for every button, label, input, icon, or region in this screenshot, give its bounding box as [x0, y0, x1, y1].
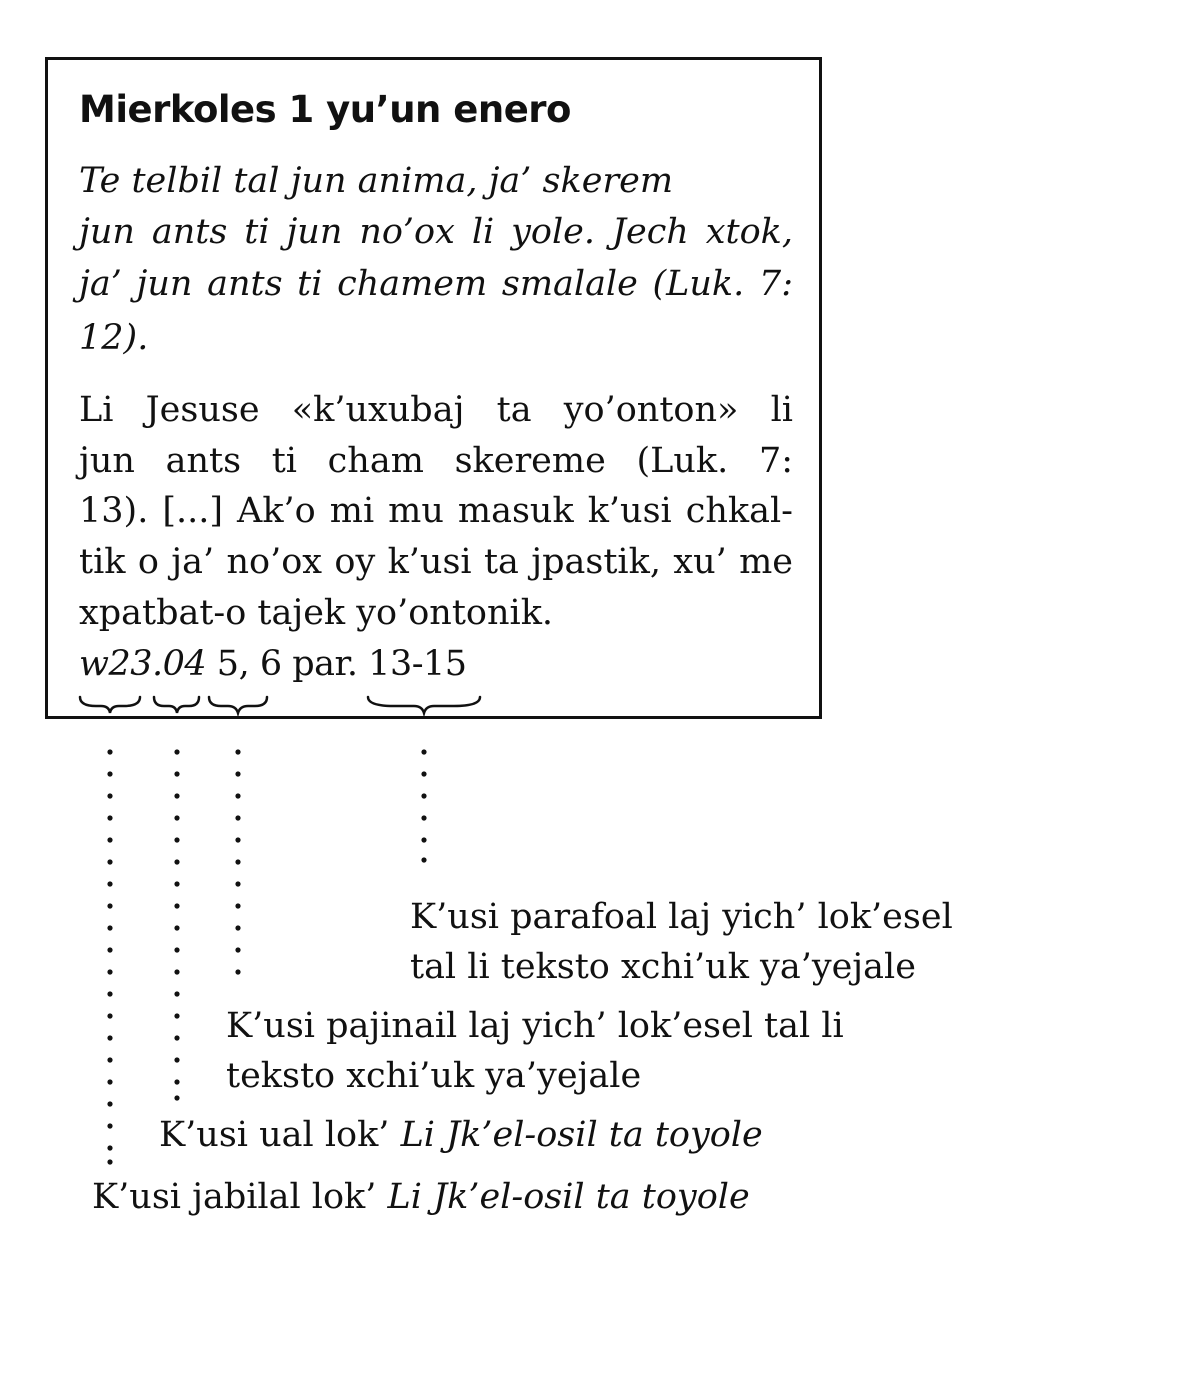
- paragraph-label-line-1: K’usi parafoal laj yich’ lok’esel: [410, 897, 953, 937]
- verse-line-1: Te telbil tal jun anima, ja’ skerem: [79, 161, 674, 201]
- issue-label: [159, 1110, 763, 1160]
- page-dots: [235, 749, 240, 974]
- comment-line-1: Li Jesuse «k’uxubaj ta yo’onton» li: [79, 390, 793, 430]
- issue-label-title: Li Jk’el-osil ta toyole: [400, 1115, 763, 1155]
- year-label-title: Li Jk’el-osil ta toyole: [387, 1177, 750, 1217]
- reference-publication: w23.04: [79, 644, 207, 684]
- verse-line-3: ja’ jun ants ti chamem smalale (Luk. 7:: [79, 264, 793, 304]
- issue-label-prefix: K’usi ual lok’: [159, 1115, 401, 1155]
- comment-line-2: jun ants ti cham skereme (Luk. 7:: [79, 441, 793, 481]
- year-dots: [107, 749, 112, 1164]
- paragraph-label-line-2: tal li teksto xchi’uk ya’yejale: [410, 947, 916, 987]
- year-label-prefix: K’usi jabilal lok’: [92, 1177, 388, 1217]
- verse-line-2: jun ants ti jun no’ox li yole. Jech xtok,: [79, 212, 793, 252]
- reference-page: 5, 6: [216, 644, 282, 684]
- date-heading: Mierkoles 1 yu’un enero: [79, 88, 571, 131]
- comment-line-5: xpatbat-o tajek yo’ontonik.: [79, 593, 554, 633]
- verse-line-4: 12).: [79, 318, 149, 358]
- comment-line-4: tik o ja’ no’ox oy k’usi ta jpastik, xu’ me: [79, 542, 793, 582]
- reference-line: [79, 640, 467, 688]
- page-label-line-1: K’usi pajinail laj yich’ lok’esel tal li: [226, 1006, 844, 1046]
- paragraph-dots: [421, 749, 426, 862]
- reference-paragraphs: 13-15: [368, 644, 467, 684]
- comment-line-3: 13). [...] Ak’o mi mu masuk k’usi chkal-: [79, 491, 793, 531]
- issue-dots: [174, 749, 179, 1100]
- year-label: [92, 1172, 750, 1222]
- page-label-line-2: teksto xchi’uk ya’yejale: [226, 1056, 642, 1096]
- reference-par-label: par.: [292, 644, 358, 684]
